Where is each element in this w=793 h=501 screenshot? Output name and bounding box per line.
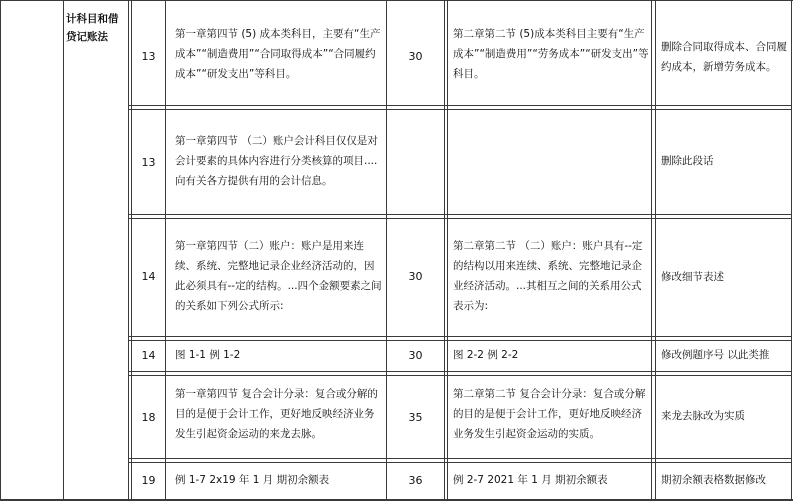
- original-text: 例 1-7 2x19 年 1 月 期初余额表: [175, 474, 330, 486]
- row-divider-1b: [128, 109, 791, 110]
- revised-text: 第二章第二节 (5)成本类科目主要有“生产成本”“制造费用”“劳务成本”“研发支出”等科目。: [453, 28, 649, 80]
- column-divider-8: [651, 0, 652, 501]
- old-page-number: 18: [141, 411, 156, 424]
- row-divider-4b: [128, 375, 791, 376]
- original-text: 第一章第四节 （二）账户会计科目仅仅是对会计要素的具体内容进行分类核算的项目....向有关各方提供有用的会计信息。: [175, 135, 378, 187]
- row-divider-4a: [128, 371, 791, 372]
- change-note: 修改例题序号 以此类推: [661, 349, 770, 361]
- row-divider-1a: [128, 105, 791, 106]
- new-page-number: 30: [408, 270, 423, 283]
- revised-text: 例 2-7 2021 年 1 月 期初余额表: [453, 474, 608, 486]
- column-divider-1: [63, 0, 64, 501]
- revised-text: 第二章第二节 （二）账户：账户具有--定的结构以用来连续、系统、完整地记录企业经济活动。...其相互之间的关系用公式表示为:: [453, 240, 643, 312]
- original-text: 图 1-1 例 1-2: [175, 349, 241, 361]
- table-border-top: [0, 0, 793, 1]
- change-note: 来龙去脉改为实质: [661, 410, 745, 422]
- column-divider-9: [655, 0, 656, 501]
- old-page-number: 13: [141, 156, 156, 169]
- column-divider-2: [128, 0, 129, 501]
- new-page-number: 30: [408, 349, 423, 362]
- table-border-bottom: [0, 499, 793, 501]
- new-page-number: 30: [408, 50, 423, 63]
- row-divider-2b: [128, 218, 791, 219]
- column-divider-3: [131, 0, 132, 501]
- revised-text: 图 2-2 例 2-2: [453, 349, 519, 361]
- section-label: 计科目和借贷记账法: [66, 13, 119, 43]
- column-divider-6: [444, 0, 445, 501]
- change-note: 修改细节表述: [661, 271, 724, 283]
- old-page-number: 14: [141, 349, 156, 362]
- row-divider-3a: [128, 336, 791, 337]
- original-text: 第一章第四节 复合会计分录：复合或分解的目的是便于会计工作，更好地反映经济业务发生引起资金运动的来龙去脉。: [175, 388, 378, 440]
- change-note: 删除此段话: [661, 155, 714, 167]
- new-page-number: 36: [408, 474, 423, 487]
- original-text: 第一章第四节（二）账户：账户是用来连续、系统、完整地记录企业经济活动的，因此必须具有--定的结构。...四个金额要素之间的关系如下列公式所示:: [175, 240, 382, 312]
- table-border-right: [791, 0, 792, 501]
- revised-text: 第二章第二节 复合会计分录：复合或分解的目的是便于会计工作，更好地反映经济业务发生引起资金运动的实质。: [453, 388, 646, 440]
- column-divider-5: [386, 0, 387, 501]
- old-page-number: 19: [141, 474, 156, 487]
- column-divider-4: [165, 0, 166, 501]
- original-text: 第一章第四节 (5) 成本类科目，主要有“生产成本”“制造费用”“合同取得成本”“合同履约成本”“研发支出”等科目。: [175, 28, 381, 80]
- change-note: 删除合同取得成本、合同履约成本，新增劳务成本。: [661, 41, 787, 73]
- row-divider-2a: [128, 214, 791, 215]
- row-divider-3b: [128, 340, 791, 341]
- row-divider-5b: [128, 462, 791, 463]
- change-note: 期初余额表格数据修改: [661, 474, 766, 486]
- column-divider-7: [447, 0, 448, 501]
- new-page-number: 35: [408, 411, 423, 424]
- row-divider-5a: [128, 458, 791, 459]
- table-border-left: [0, 0, 1, 501]
- old-page-number: 13: [141, 50, 156, 63]
- old-page-number: 14: [141, 270, 156, 283]
